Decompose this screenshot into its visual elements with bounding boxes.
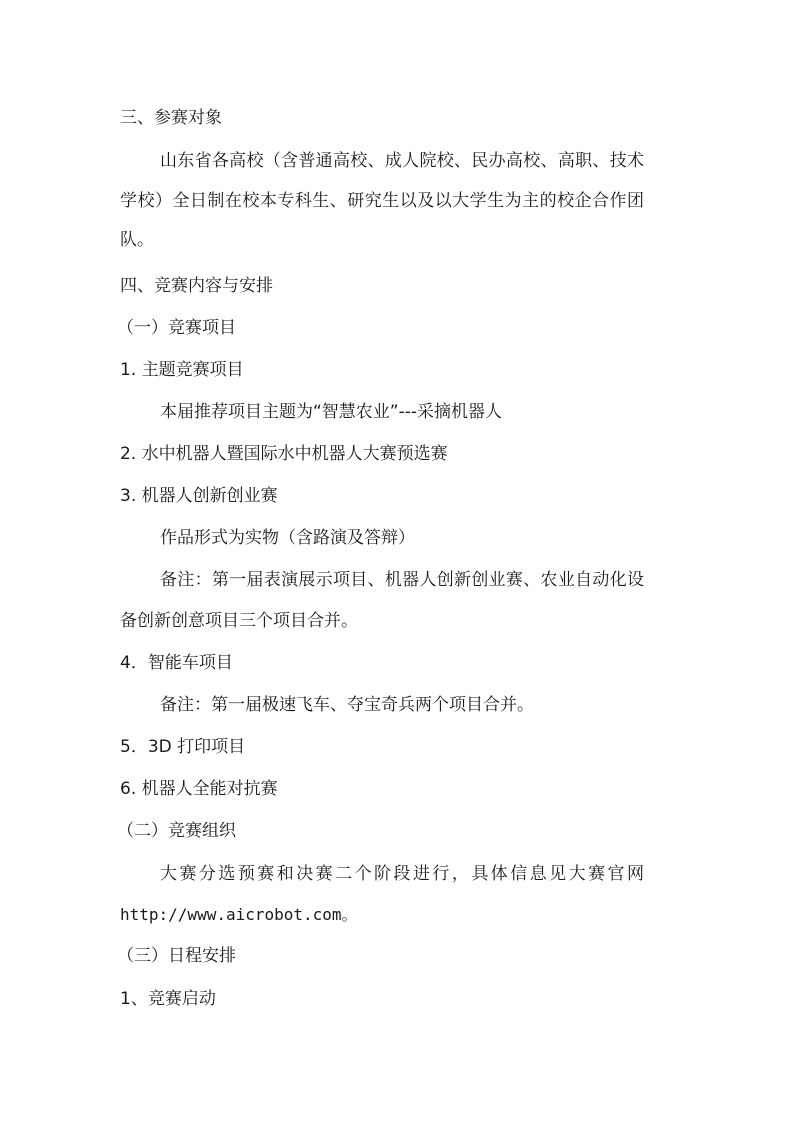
list-item: 2. 水中机器人暨国际水中机器人大赛预选赛 bbox=[120, 444, 448, 464]
subheading-projects: （一）竞赛项目 bbox=[117, 318, 236, 338]
paragraph-line: 备注：第一届表演展示项目、机器人创新创业赛、农业自动化设 bbox=[160, 570, 644, 590]
list-item: 1、竞赛启动 bbox=[120, 989, 216, 1009]
subheading-schedule: （三）日程安排 bbox=[117, 946, 236, 966]
paragraph-line: 山东省各高校（含普通高校、成人院校、民办高校、高职、技术 bbox=[160, 151, 644, 171]
list-item: 3. 机器人创新创业赛 bbox=[120, 486, 278, 506]
paragraph-line: 学校）全日制在校本专科生、研究生以及以大学生为主的校企合作团 bbox=[120, 191, 644, 211]
list-item: 4．智能车项目 bbox=[120, 653, 233, 673]
list-item: 5．3D 打印项目 bbox=[120, 737, 246, 757]
paragraph-line: 本届推荐项目主题为“智慧农业”---采摘机器人 bbox=[160, 402, 503, 422]
list-item: 1. 主题竞赛项目 bbox=[120, 360, 244, 380]
paragraph-line: 作品形式为实物（含路演及答辩） bbox=[160, 528, 415, 548]
list-item: 6. 机器人全能对抗赛 bbox=[120, 779, 278, 799]
paragraph-line: 大赛分选预赛和决赛二个阶段进行，具体信息见大赛官网 bbox=[160, 864, 644, 884]
website-link[interactable]: http://www.aicrobot.com。 bbox=[120, 905, 358, 924]
paragraph-line: 备创新创意项目三个项目合并。 bbox=[120, 611, 358, 631]
paragraph-line: 备注：第一届极速飞车、夺宝奇兵两个项目合并。 bbox=[160, 695, 534, 715]
paragraph-line: 队。 bbox=[120, 230, 154, 250]
heading-participants: 三、参赛对象 bbox=[120, 108, 222, 128]
heading-content-arrangement: 四、竞赛内容与安排 bbox=[120, 276, 273, 296]
subheading-organization: （二）竞赛组织 bbox=[117, 821, 236, 841]
